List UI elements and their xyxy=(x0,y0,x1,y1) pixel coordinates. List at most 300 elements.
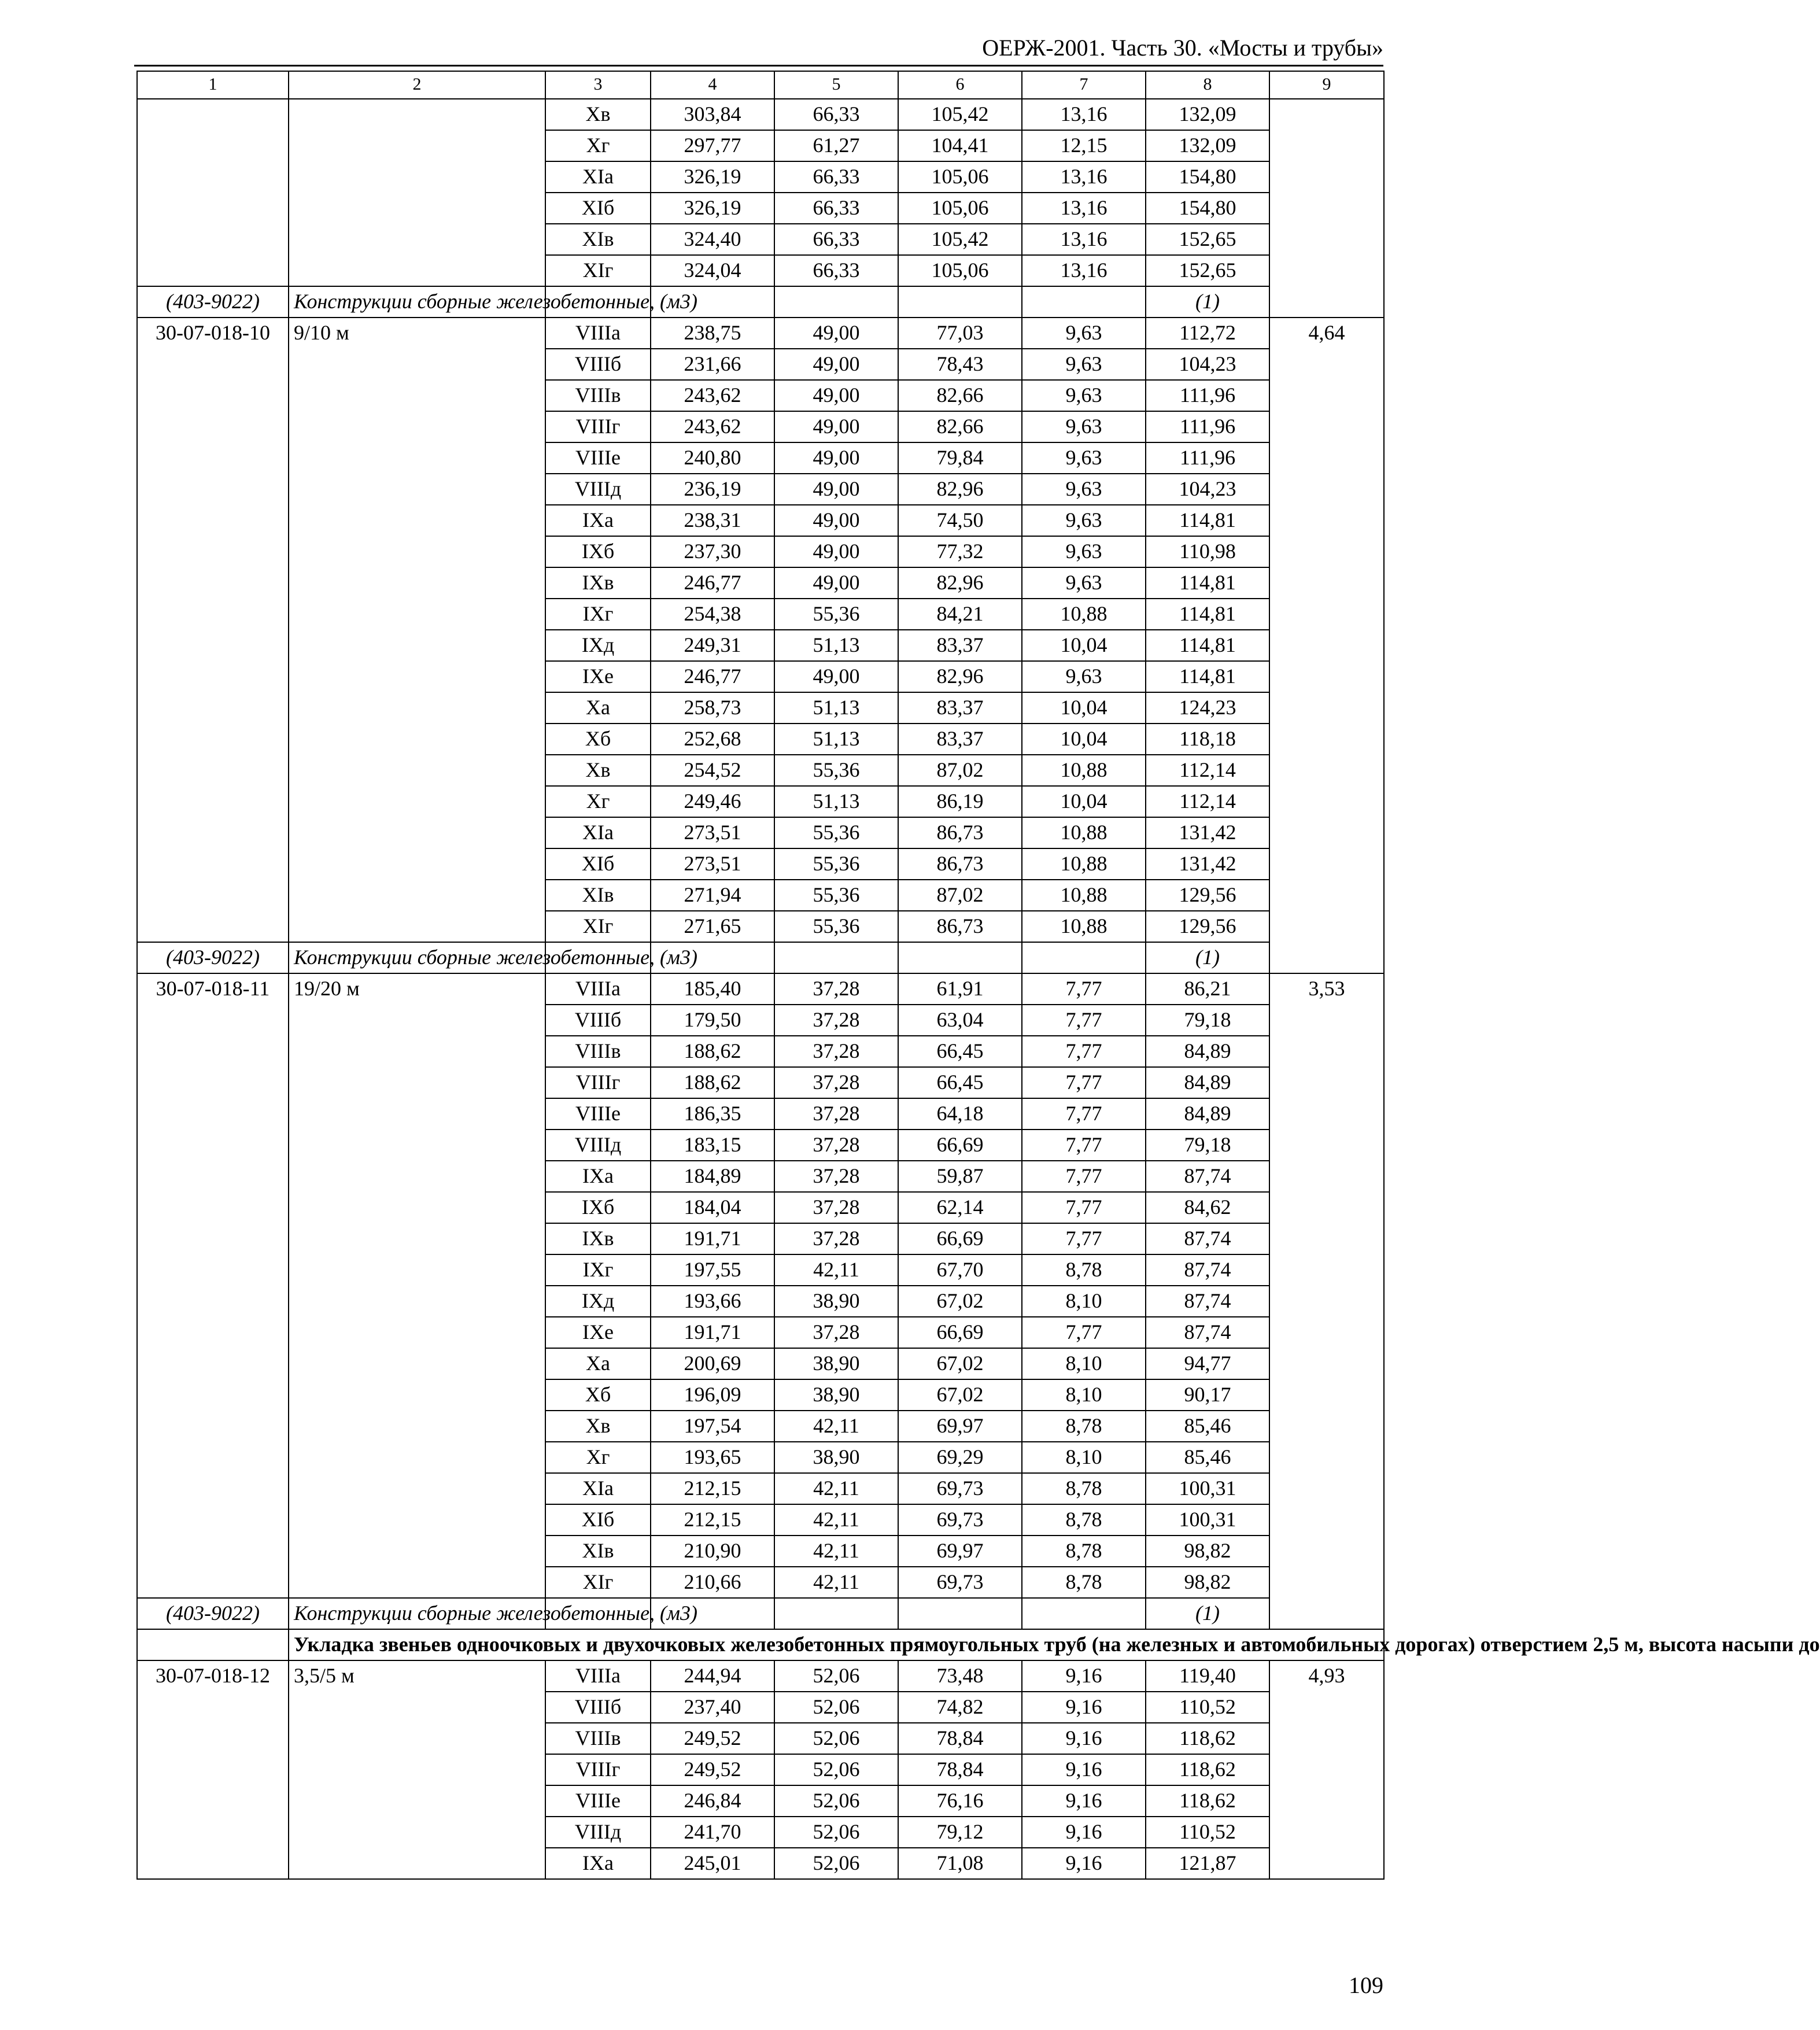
materials-cell: 84,89 xyxy=(1146,1036,1269,1067)
wages-cell: 52,06 xyxy=(774,1754,898,1785)
empty-cell xyxy=(898,942,1022,973)
total-cost-cell: 185,40 xyxy=(651,973,774,1005)
wages-cell: 66,33 xyxy=(774,255,898,286)
total-cost-cell: 271,94 xyxy=(651,880,774,911)
machine-cost-cell: 67,02 xyxy=(898,1286,1022,1317)
wages-cell: 52,06 xyxy=(774,1817,898,1848)
zone-cell: Xб xyxy=(545,724,651,755)
zone-cell: Xг xyxy=(545,786,651,817)
materials-cell: 114,81 xyxy=(1146,661,1269,692)
machine-cost-cell: 79,12 xyxy=(898,1817,1022,1848)
machine-cost-cell: 82,66 xyxy=(898,380,1022,411)
total-cost-cell: 197,55 xyxy=(651,1254,774,1286)
total-cost-cell: 237,40 xyxy=(651,1692,774,1723)
driver-wages-cell: 9,63 xyxy=(1022,349,1146,380)
total-cost-cell: 245,01 xyxy=(651,1848,774,1879)
materials-cell: 79,18 xyxy=(1146,1005,1269,1036)
zone-cell: Xа xyxy=(545,1348,651,1379)
driver-wages-cell: 7,77 xyxy=(1022,1036,1146,1067)
group-heading-row xyxy=(137,1629,1384,1660)
zone-cell: IXе xyxy=(545,661,651,692)
driver-wages-cell: 13,16 xyxy=(1022,255,1146,286)
zone-cell: IXд xyxy=(545,630,651,661)
zone-cell: Xв xyxy=(545,755,651,786)
resource-code-cell: (403-9022) xyxy=(137,942,289,973)
zone-cell: IXа xyxy=(545,1161,651,1192)
total-cost-cell: 249,52 xyxy=(651,1723,774,1754)
zone-cell: VIIIе xyxy=(545,442,651,474)
zone-cell: VIIIг xyxy=(545,411,651,442)
zone-cell: IXв xyxy=(545,1223,651,1254)
total-cost-cell: 196,09 xyxy=(651,1379,774,1411)
machine-cost-cell: 59,87 xyxy=(898,1161,1022,1192)
wages-cell: 55,36 xyxy=(774,880,898,911)
zone-cell: XIб xyxy=(545,1504,651,1536)
wages-cell: 37,28 xyxy=(774,1005,898,1036)
machine-cost-cell: 105,06 xyxy=(898,255,1022,286)
driver-wages-cell: 8,10 xyxy=(1022,1442,1146,1473)
machine-cost-cell: 78,84 xyxy=(898,1723,1022,1754)
materials-cell: 118,18 xyxy=(1146,724,1269,755)
wages-cell: 52,06 xyxy=(774,1692,898,1723)
zone-cell: Xб xyxy=(545,1379,651,1411)
total-cost-cell: 188,62 xyxy=(651,1036,774,1067)
driver-wages-cell: 9,16 xyxy=(1022,1692,1146,1723)
materials-cell: 79,18 xyxy=(1146,1130,1269,1161)
wages-cell: 49,00 xyxy=(774,567,898,599)
machine-cost-cell: 69,29 xyxy=(898,1442,1022,1473)
materials-cell: 84,89 xyxy=(1146,1067,1269,1098)
driver-wages-cell: 10,88 xyxy=(1022,817,1146,848)
total-cost-cell: 324,40 xyxy=(651,224,774,255)
total-cost-cell: 193,66 xyxy=(651,1286,774,1317)
materials-cell: 87,74 xyxy=(1146,1223,1269,1254)
materials-cell: 124,23 xyxy=(1146,692,1269,724)
materials-cell: 114,81 xyxy=(1146,505,1269,536)
resource-qty-cell: (1) xyxy=(1146,1598,1269,1629)
rates-table xyxy=(136,71,1820,1880)
machine-cost-cell: 67,02 xyxy=(898,1348,1022,1379)
wages-cell: 42,11 xyxy=(774,1536,898,1567)
materials-cell: 111,96 xyxy=(1146,380,1269,411)
materials-cell: 118,62 xyxy=(1146,1723,1269,1754)
driver-wages-cell: 10,88 xyxy=(1022,911,1146,942)
wages-cell: 51,13 xyxy=(774,692,898,724)
materials-cell: 118,62 xyxy=(1146,1785,1269,1817)
materials-cell: 98,82 xyxy=(1146,1567,1269,1598)
total-cost-cell: 252,68 xyxy=(651,724,774,755)
machine-cost-cell: 69,97 xyxy=(898,1536,1022,1567)
wages-cell: 52,06 xyxy=(774,1785,898,1817)
driver-wages-cell: 10,88 xyxy=(1022,755,1146,786)
machine-cost-cell: 61,91 xyxy=(898,973,1022,1005)
column-number: 7 xyxy=(1022,71,1146,99)
zone-cell: XIг xyxy=(545,1567,651,1598)
wages-cell: 38,90 xyxy=(774,1348,898,1379)
resource-code-cell: (403-9022) xyxy=(137,1598,289,1629)
zone-cell: IXа xyxy=(545,505,651,536)
labor-cell: 4,93 xyxy=(1269,1660,1384,1879)
driver-wages-cell: 8,10 xyxy=(1022,1348,1146,1379)
driver-wages-cell: 7,77 xyxy=(1022,973,1146,1005)
machine-cost-cell: 82,96 xyxy=(898,567,1022,599)
total-cost-cell: 179,50 xyxy=(651,1005,774,1036)
driver-wages-cell: 8,10 xyxy=(1022,1379,1146,1411)
zone-cell: XIв xyxy=(545,880,651,911)
empty-cell xyxy=(1022,286,1146,318)
wages-cell: 61,27 xyxy=(774,130,898,161)
total-cost-cell: 238,75 xyxy=(651,318,774,349)
machine-cost-cell: 77,03 xyxy=(898,318,1022,349)
empty-cell xyxy=(137,1629,289,1660)
machine-cost-cell: 86,73 xyxy=(898,911,1022,942)
wages-cell: 66,33 xyxy=(774,99,898,130)
rate-code-cell: 30-07-018-11 xyxy=(137,973,289,1598)
total-cost-cell: 249,46 xyxy=(651,786,774,817)
total-cost-cell: 184,04 xyxy=(651,1192,774,1223)
zone-cell: XIб xyxy=(545,848,651,880)
materials-cell: 154,80 xyxy=(1146,161,1269,193)
zone-cell: IXд xyxy=(545,1286,651,1317)
machine-cost-cell: 67,70 xyxy=(898,1254,1022,1286)
machine-cost-cell: 83,37 xyxy=(898,692,1022,724)
wages-cell: 42,11 xyxy=(774,1254,898,1286)
driver-wages-cell: 9,16 xyxy=(1022,1754,1146,1785)
machine-cost-cell: 79,84 xyxy=(898,442,1022,474)
zone-cell: VIIIв xyxy=(545,1723,651,1754)
total-cost-cell: 326,19 xyxy=(651,161,774,193)
total-cost-cell: 183,15 xyxy=(651,1130,774,1161)
wages-cell: 49,00 xyxy=(774,380,898,411)
machine-cost-cell: 78,43 xyxy=(898,349,1022,380)
wages-cell: 66,33 xyxy=(774,224,898,255)
resource-code-cell: (403-9022) xyxy=(137,286,289,318)
total-cost-cell: 273,51 xyxy=(651,817,774,848)
driver-wages-cell: 8,78 xyxy=(1022,1536,1146,1567)
materials-cell: 112,72 xyxy=(1146,318,1269,349)
wages-cell: 38,90 xyxy=(774,1442,898,1473)
wages-cell: 37,28 xyxy=(774,1192,898,1223)
wages-cell: 55,36 xyxy=(774,755,898,786)
driver-wages-cell: 9,16 xyxy=(1022,1723,1146,1754)
driver-wages-cell: 10,04 xyxy=(1022,692,1146,724)
column-number-row xyxy=(137,71,1384,99)
machine-cost-cell: 87,02 xyxy=(898,755,1022,786)
driver-wages-cell: 9,63 xyxy=(1022,536,1146,567)
driver-wages-cell: 13,16 xyxy=(1022,193,1146,224)
materials-cell: 129,56 xyxy=(1146,880,1269,911)
driver-wages-cell: 8,78 xyxy=(1022,1504,1146,1536)
zone-cell: XIб xyxy=(545,193,651,224)
machine-cost-cell: 73,48 xyxy=(898,1660,1022,1692)
resource-name-cell: Конструкции сборные железобетонные, (м3) xyxy=(289,1598,545,1629)
total-cost-cell: 212,15 xyxy=(651,1473,774,1504)
wages-cell: 55,36 xyxy=(774,911,898,942)
zone-cell: VIIIд xyxy=(545,1130,651,1161)
materials-cell: 110,98 xyxy=(1146,536,1269,567)
materials-cell: 152,65 xyxy=(1146,224,1269,255)
machine-cost-cell: 69,73 xyxy=(898,1567,1022,1598)
zone-cell: IXе xyxy=(545,1317,651,1348)
zone-cell: IXб xyxy=(545,536,651,567)
machine-cost-cell: 66,69 xyxy=(898,1130,1022,1161)
zone-cell: XIг xyxy=(545,911,651,942)
machine-cost-cell: 105,42 xyxy=(898,99,1022,130)
materials-cell: 131,42 xyxy=(1146,817,1269,848)
wages-cell: 49,00 xyxy=(774,661,898,692)
total-cost-cell: 210,90 xyxy=(651,1536,774,1567)
resource-row xyxy=(137,286,1384,318)
zone-cell: IXг xyxy=(545,1254,651,1286)
empty-cell xyxy=(774,286,898,318)
machine-cost-cell: 66,69 xyxy=(898,1223,1022,1254)
total-cost-cell: 200,69 xyxy=(651,1348,774,1379)
total-cost-cell: 240,80 xyxy=(651,442,774,474)
zone-cell: Xг xyxy=(545,130,651,161)
materials-cell: 152,65 xyxy=(1146,255,1269,286)
zone-cell: XIг xyxy=(545,255,651,286)
zone-cell: IXв xyxy=(545,567,651,599)
driver-wages-cell: 10,88 xyxy=(1022,599,1146,630)
zone-cell: VIIIб xyxy=(545,1692,651,1723)
zone-cell: VIIIд xyxy=(545,474,651,505)
machine-cost-cell: 67,02 xyxy=(898,1379,1022,1411)
total-cost-cell: 197,54 xyxy=(651,1411,774,1442)
driver-wages-cell: 10,04 xyxy=(1022,630,1146,661)
total-cost-cell: 191,71 xyxy=(651,1223,774,1254)
column-number: 6 xyxy=(898,71,1022,99)
zone-cell: Xв xyxy=(545,99,651,130)
labor-cell xyxy=(1269,99,1384,318)
machine-cost-cell: 82,66 xyxy=(898,411,1022,442)
zone-cell: VIIIв xyxy=(545,1036,651,1067)
wages-cell: 49,00 xyxy=(774,318,898,349)
wages-cell: 51,13 xyxy=(774,630,898,661)
machine-cost-cell: 86,73 xyxy=(898,848,1022,880)
column-number: 4 xyxy=(651,71,774,99)
running-header: ОЕРЖ-2001. Часть 30. «Мосты и трубы» xyxy=(982,35,1383,61)
labor-cell: 4,64 xyxy=(1269,318,1384,973)
wages-cell: 55,36 xyxy=(774,817,898,848)
wages-cell: 49,00 xyxy=(774,349,898,380)
materials-cell: 104,23 xyxy=(1146,474,1269,505)
materials-cell: 85,46 xyxy=(1146,1442,1269,1473)
total-cost-cell: 246,84 xyxy=(651,1785,774,1817)
materials-cell: 154,80 xyxy=(1146,193,1269,224)
materials-cell: 114,81 xyxy=(1146,567,1269,599)
total-cost-cell: 254,38 xyxy=(651,599,774,630)
total-cost-cell: 212,15 xyxy=(651,1504,774,1536)
machine-cost-cell: 64,18 xyxy=(898,1098,1022,1130)
materials-cell: 110,52 xyxy=(1146,1817,1269,1848)
machine-cost-cell: 69,73 xyxy=(898,1504,1022,1536)
materials-cell: 112,14 xyxy=(1146,786,1269,817)
column-number: 9 xyxy=(1269,71,1384,99)
zone-cell: XIв xyxy=(545,224,651,255)
total-cost-cell: 191,71 xyxy=(651,1317,774,1348)
zone-cell: IXг xyxy=(545,599,651,630)
rate-code-cell xyxy=(137,99,289,286)
machine-cost-cell: 66,69 xyxy=(898,1317,1022,1348)
wages-cell: 42,11 xyxy=(774,1473,898,1504)
machine-cost-cell: 62,14 xyxy=(898,1192,1022,1223)
empty-cell xyxy=(1022,942,1146,973)
driver-wages-cell: 9,63 xyxy=(1022,411,1146,442)
wages-cell: 49,00 xyxy=(774,474,898,505)
wages-cell: 51,13 xyxy=(774,724,898,755)
wages-cell: 42,11 xyxy=(774,1567,898,1598)
wages-cell: 51,13 xyxy=(774,786,898,817)
zone-cell: IXа xyxy=(545,1848,651,1879)
table-row xyxy=(137,973,1384,1005)
wages-cell: 37,28 xyxy=(774,973,898,1005)
driver-wages-cell: 7,77 xyxy=(1022,1098,1146,1130)
materials-cell: 112,14 xyxy=(1146,755,1269,786)
zone-cell: XIа xyxy=(545,161,651,193)
driver-wages-cell: 8,78 xyxy=(1022,1473,1146,1504)
zone-cell: VIIIа xyxy=(545,318,651,349)
machine-cost-cell: 86,19 xyxy=(898,786,1022,817)
resource-qty-cell: (1) xyxy=(1146,286,1269,318)
zone-cell: VIIIд xyxy=(545,1817,651,1848)
machine-cost-cell: 105,06 xyxy=(898,161,1022,193)
column-number: 1 xyxy=(137,71,289,99)
machine-cost-cell: 84,21 xyxy=(898,599,1022,630)
wages-cell: 55,36 xyxy=(774,599,898,630)
machine-cost-cell: 82,96 xyxy=(898,661,1022,692)
driver-wages-cell: 13,16 xyxy=(1022,161,1146,193)
wages-cell: 66,33 xyxy=(774,161,898,193)
zone-cell: VIIIб xyxy=(545,349,651,380)
materials-cell: 104,23 xyxy=(1146,349,1269,380)
total-cost-cell: 241,70 xyxy=(651,1817,774,1848)
resource-name-cell: Конструкции сборные железобетонные, (м3) xyxy=(289,942,545,973)
empty-cell xyxy=(774,1598,898,1629)
zone-cell: IXб xyxy=(545,1192,651,1223)
driver-wages-cell: 7,77 xyxy=(1022,1223,1146,1254)
driver-wages-cell: 13,16 xyxy=(1022,99,1146,130)
materials-cell: 100,31 xyxy=(1146,1473,1269,1504)
total-cost-cell: 246,77 xyxy=(651,567,774,599)
empty-cell xyxy=(898,286,1022,318)
driver-wages-cell: 9,16 xyxy=(1022,1848,1146,1879)
machine-cost-cell: 63,04 xyxy=(898,1005,1022,1036)
materials-cell: 87,74 xyxy=(1146,1286,1269,1317)
materials-cell: 86,21 xyxy=(1146,973,1269,1005)
driver-wages-cell: 9,63 xyxy=(1022,380,1146,411)
column-number: 5 xyxy=(774,71,898,99)
machine-cost-cell: 66,45 xyxy=(898,1036,1022,1067)
machine-cost-cell: 69,97 xyxy=(898,1411,1022,1442)
wages-cell: 37,28 xyxy=(774,1317,898,1348)
total-cost-cell: 246,77 xyxy=(651,661,774,692)
zone-cell: VIIIе xyxy=(545,1098,651,1130)
rate-code-cell: 30-07-018-10 xyxy=(137,318,289,942)
zone-cell: VIIIг xyxy=(545,1067,651,1098)
total-cost-cell: 326,19 xyxy=(651,193,774,224)
zone-cell: XIа xyxy=(545,1473,651,1504)
total-cost-cell: 324,04 xyxy=(651,255,774,286)
materials-cell: 132,09 xyxy=(1146,99,1269,130)
table-row xyxy=(137,99,1384,130)
materials-cell: 111,96 xyxy=(1146,442,1269,474)
machine-cost-cell: 77,32 xyxy=(898,536,1022,567)
total-cost-cell: 258,73 xyxy=(651,692,774,724)
materials-cell: 85,46 xyxy=(1146,1411,1269,1442)
wages-cell: 49,00 xyxy=(774,411,898,442)
materials-cell: 121,87 xyxy=(1146,1848,1269,1879)
wages-cell: 37,28 xyxy=(774,1098,898,1130)
driver-wages-cell: 10,04 xyxy=(1022,786,1146,817)
driver-wages-cell: 8,78 xyxy=(1022,1411,1146,1442)
driver-wages-cell: 9,16 xyxy=(1022,1785,1146,1817)
wages-cell: 37,28 xyxy=(774,1130,898,1161)
wages-cell: 49,00 xyxy=(774,536,898,567)
driver-wages-cell: 10,88 xyxy=(1022,848,1146,880)
materials-cell: 98,82 xyxy=(1146,1536,1269,1567)
materials-cell: 84,62 xyxy=(1146,1192,1269,1223)
driver-wages-cell: 9,16 xyxy=(1022,1660,1146,1692)
driver-wages-cell: 9,63 xyxy=(1022,318,1146,349)
wages-cell: 42,11 xyxy=(774,1411,898,1442)
wages-cell: 66,33 xyxy=(774,193,898,224)
materials-cell: 118,62 xyxy=(1146,1754,1269,1785)
materials-cell: 84,89 xyxy=(1146,1098,1269,1130)
driver-wages-cell: 7,77 xyxy=(1022,1161,1146,1192)
total-cost-cell: 244,94 xyxy=(651,1660,774,1692)
materials-cell: 111,96 xyxy=(1146,411,1269,442)
total-cost-cell: 249,52 xyxy=(651,1754,774,1785)
total-cost-cell: 210,66 xyxy=(651,1567,774,1598)
materials-cell: 131,42 xyxy=(1146,848,1269,880)
total-cost-cell: 193,65 xyxy=(651,1442,774,1473)
wages-cell: 52,06 xyxy=(774,1723,898,1754)
driver-wages-cell: 9,63 xyxy=(1022,474,1146,505)
zone-cell: Xа xyxy=(545,692,651,724)
wages-cell: 55,36 xyxy=(774,848,898,880)
labor-cell: 3,53 xyxy=(1269,973,1384,1629)
driver-wages-cell: 8,10 xyxy=(1022,1286,1146,1317)
zone-cell: VIIIа xyxy=(545,973,651,1005)
machine-cost-cell: 74,82 xyxy=(898,1692,1022,1723)
machine-cost-cell: 104,41 xyxy=(898,130,1022,161)
total-cost-cell: 237,30 xyxy=(651,536,774,567)
materials-cell: 87,74 xyxy=(1146,1317,1269,1348)
driver-wages-cell: 9,63 xyxy=(1022,505,1146,536)
materials-cell: 132,09 xyxy=(1146,130,1269,161)
driver-wages-cell: 9,63 xyxy=(1022,442,1146,474)
zone-cell: Xв xyxy=(545,1411,651,1442)
materials-cell: 100,31 xyxy=(1146,1504,1269,1536)
driver-wages-cell: 9,16 xyxy=(1022,1817,1146,1848)
machine-cost-cell: 83,37 xyxy=(898,724,1022,755)
total-cost-cell: 188,62 xyxy=(651,1067,774,1098)
resource-qty-cell: (1) xyxy=(1146,942,1269,973)
empty-cell xyxy=(1022,1598,1146,1629)
materials-cell: 114,81 xyxy=(1146,599,1269,630)
rate-code-cell: 30-07-018-12 xyxy=(137,1660,289,1879)
rate-description-cell xyxy=(289,99,545,286)
column-number: 2 xyxy=(289,71,545,99)
zone-cell: VIIIв xyxy=(545,380,651,411)
driver-wages-cell: 8,78 xyxy=(1022,1567,1146,1598)
total-cost-cell: 271,65 xyxy=(651,911,774,942)
driver-wages-cell: 10,88 xyxy=(1022,880,1146,911)
driver-wages-cell: 8,78 xyxy=(1022,1254,1146,1286)
driver-wages-cell: 13,16 xyxy=(1022,224,1146,255)
total-cost-cell: 236,19 xyxy=(651,474,774,505)
total-cost-cell: 243,62 xyxy=(651,411,774,442)
